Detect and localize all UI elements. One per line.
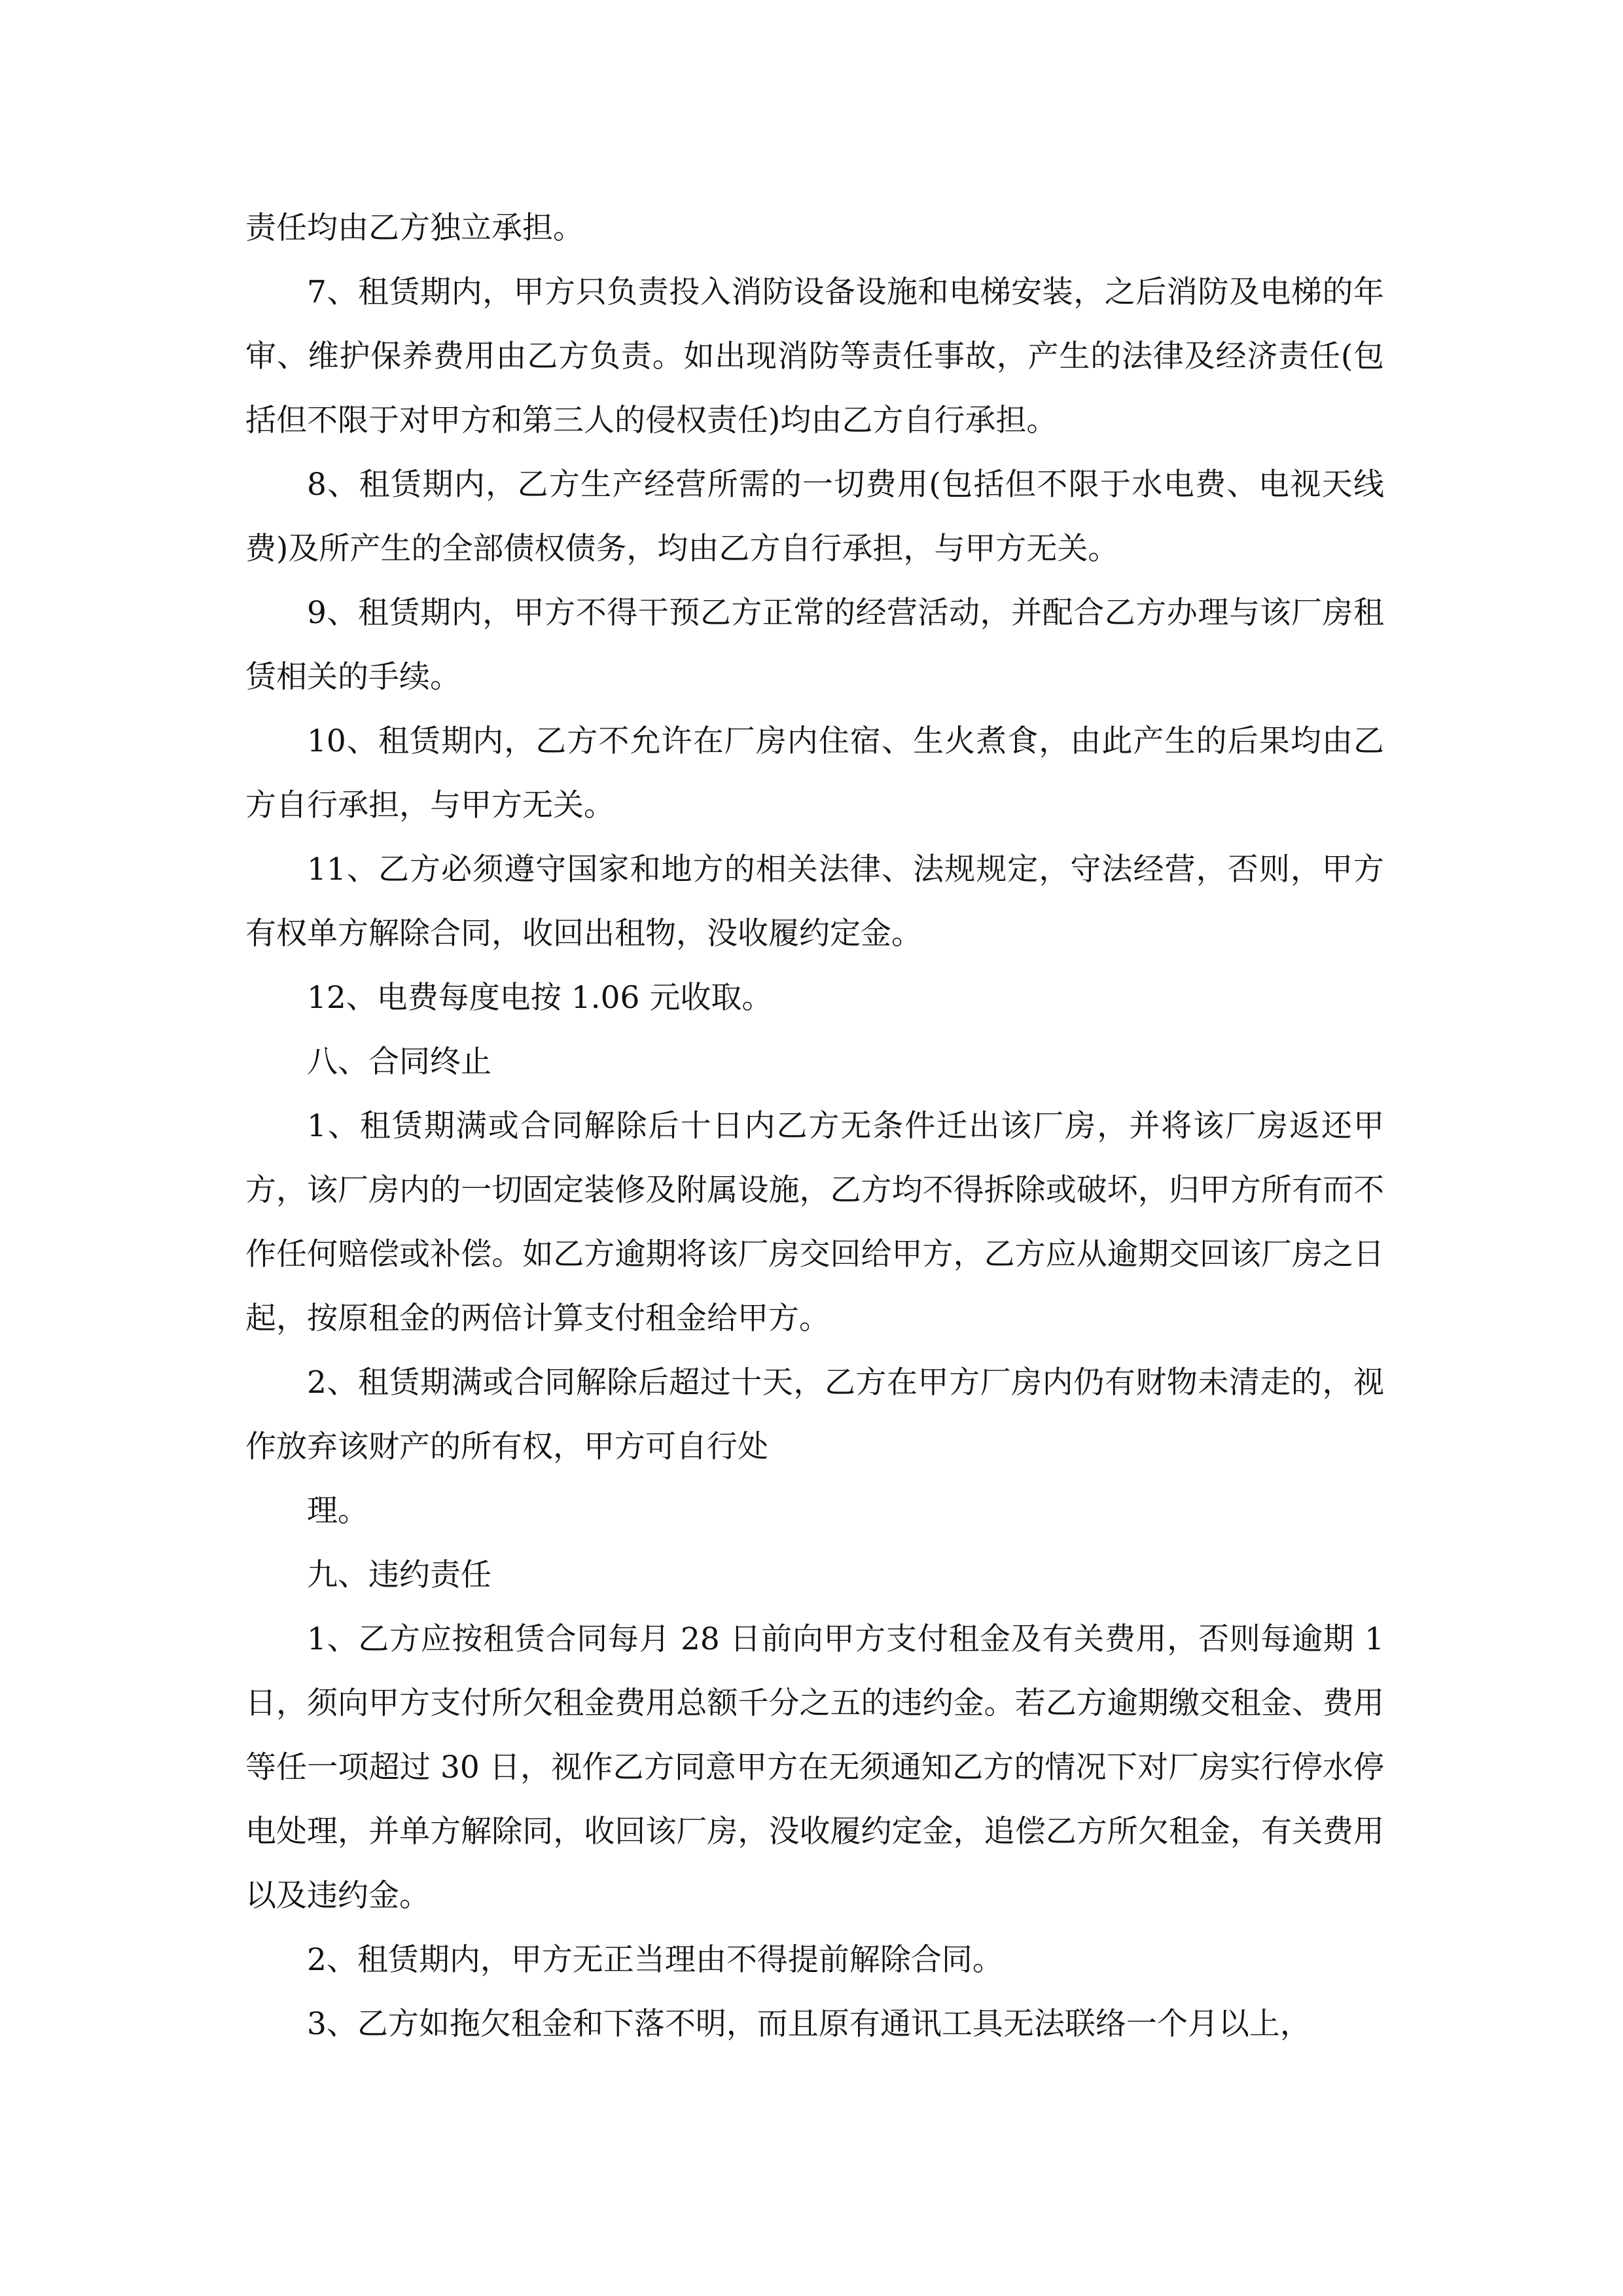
paragraph-clause-8: 8、租赁期内，乙方生产经营所需的一切费用(包括但不限于水电费、电视天线费)及所产生的全部债权债务，均由乙方自行承担，与甲方无关。 xyxy=(245,467,1384,567)
document-body xyxy=(245,196,1384,2056)
paragraph-1: 责任均由乙方独立承担。 xyxy=(245,210,584,246)
paragraph-clause-12: 12、电费每度电按 1.06 元收取。 xyxy=(307,980,773,1016)
paragraph-clause-11: 11、乙方必须遵守国家和地方的相关法律、法规规定，守法经营，否则，甲方有权单方解除合同，收回出租物，没收履约定金。 xyxy=(245,852,1384,952)
paragraph-termination-1: 1、租赁期满或合同解除后十日内乙方无条件迁出该厂房，并将该厂房返还甲方，该厂房内的一切固定装修及附属设施，乙方均不得拆除或破坏，归甲方所有而不作任何赔偿或补偿。如乙方逾期将该厂房交回给甲方，乙方应从逾期交回该厂房之日起，按原租金的两倍计算支付租金给甲方。 xyxy=(245,1108,1384,1336)
paragraph-clause-9: 9、租赁期内，甲方不得干预乙方正常的经营活动，并配合乙方办理与该厂房租赁相关的手续。 xyxy=(245,595,1384,695)
section-heading-breach-liability: 九、违约责任 xyxy=(307,1557,491,1593)
paragraph-termination-2: 2、租赁期满或合同解除后超过十天，乙方在甲方厂房内仍有财物未清走的，视作放弃该财产的所有权，甲方可自行处 xyxy=(245,1365,1384,1465)
paragraph-termination-2-continued: 理。 xyxy=(307,1493,368,1529)
section-heading-contract-termination: 八、合同终止 xyxy=(307,1044,491,1080)
paragraph-breach-3: 3、乙方如拖欠租金和下落不明，而且原有通讯工具无法联络一个月以上， xyxy=(307,2006,1311,2042)
paragraph-clause-7: 7、租赁期内，甲方只负责投入消防设备设施和电梯安装，之后消防及电梯的年审、维护保养费用由乙方负责。如出现消防等责任事故，产生的法律及经济责任(包括但不限于对甲方和第三人的侵权责任)均由乙方自行承担。 xyxy=(245,274,1384,439)
paragraph-breach-1: 1、乙方应按租赁合同每月 28 日前向甲方支付租金及有关费用，否则每逾期 1 日，须向甲方支付所欠租金费用总额千分之五的违约金。若乙方逾期缴交租金、费用等任一项超过 30 日，视作乙方同意甲方在无须通知乙方的情况下对厂房实行停水停电处理，并单方解除同，收回该厂房，没收履约定金，追偿乙方所欠租金，有关费用以及违约金。 xyxy=(245,1621,1384,1914)
paragraph-breach-2: 2、租赁期内，甲方无正当理由不得提前解除合同。 xyxy=(307,1942,1003,1978)
paragraph-clause-10: 10、租赁期内，乙方不允许在厂房内住宿、生火煮食，由此产生的后果均由乙方自行承担，与甲方无关。 xyxy=(245,723,1384,823)
